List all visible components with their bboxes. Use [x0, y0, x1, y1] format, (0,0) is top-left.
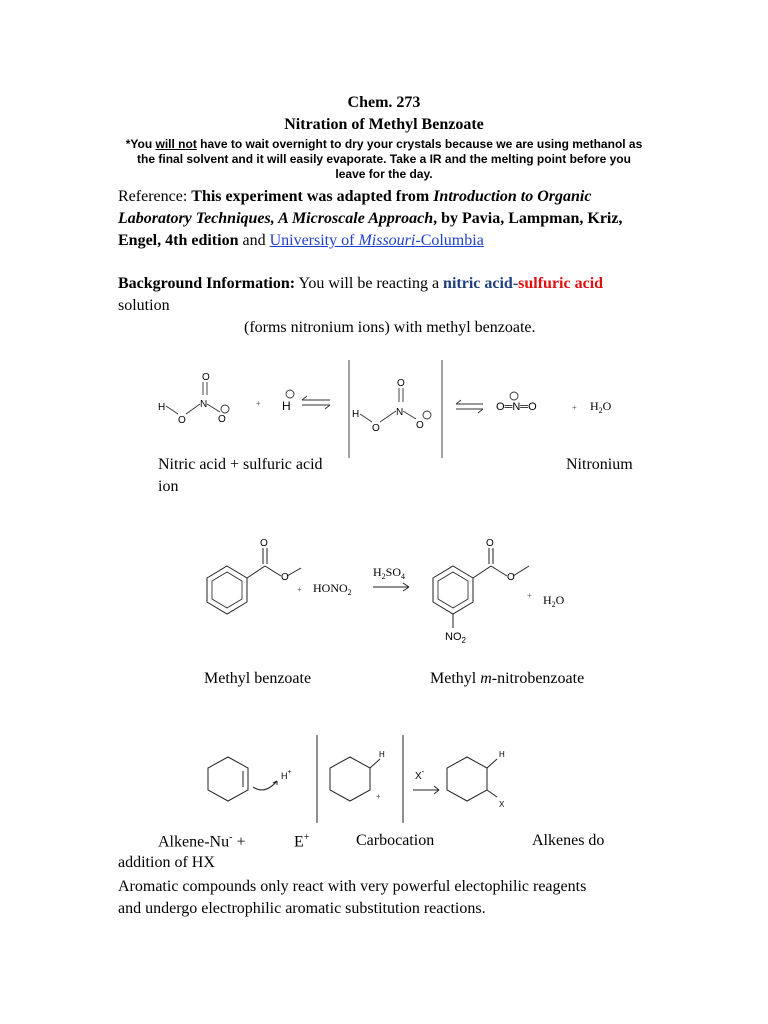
link-text-post: -Columbia: [415, 232, 484, 249]
caption-alkene-nu: Alkene-Nu- +: [158, 832, 246, 851]
nitric-acid-scheme: [140, 360, 630, 460]
reagent-hono2: $HONO_2$: [313, 581, 352, 597]
caption-electrophile: E+: [294, 832, 310, 851]
sulfuric-acid-label: sulfuric acid: [518, 275, 604, 292]
caption-nitronium: Nitronium: [566, 456, 633, 473]
university-link[interactable]: [270, 232, 484, 249]
page-title: Nitration of Methyl Benzoate: [284, 116, 484, 133]
carbonyl-oxygen-2: O: [486, 538, 494, 549]
reference-paragraph: [118, 186, 638, 252]
background-line-1: [118, 273, 678, 295]
caption-alkenes-do: Alkenes do: [532, 832, 605, 849]
aromatic-line-1: Aromatic compounds only react with very powerful electophilic reagents: [118, 878, 587, 895]
product-x: X: [499, 800, 505, 809]
link-text-italic: Missouri: [358, 232, 416, 249]
note-line-1: [80, 137, 688, 152]
caption-methyl-benzoate: Methyl benzoate: [204, 670, 312, 687]
nitric-acid-label: nitric acid: [443, 275, 513, 292]
header-note: [80, 137, 688, 182]
plus-sign-3: +: [297, 585, 302, 594]
atom-n-1: N: [200, 399, 208, 410]
atom-h-1: H: [158, 402, 166, 413]
atom-o-4: O: [372, 423, 380, 434]
proton: H: [282, 399, 291, 413]
caption-addition-hx: addition of HX: [118, 854, 215, 871]
acid-dash: -: [512, 275, 519, 292]
note-line-2: the final solvent and it will easily evaporate. Take a IR and the melting point before you: [137, 152, 631, 166]
caption-carbocation: Carbocation: [356, 832, 435, 849]
water-product-2: $H_2O$: [543, 593, 565, 609]
reference-label: Reference:: [118, 188, 192, 205]
reference-and: and: [238, 232, 270, 249]
ester-oxygen-2: O: [507, 572, 515, 583]
atom-o-1: O: [178, 415, 186, 426]
x-minus-reagent: X-: [415, 767, 425, 782]
ester-oxygen-1: O: [281, 572, 289, 583]
background-text: You will be reacting a: [295, 275, 444, 292]
plus-sign-4: +: [527, 591, 532, 600]
link-text-pre: University of: [269, 232, 359, 249]
atom-o-5: O: [397, 378, 405, 389]
atom-o-6: O: [416, 420, 424, 431]
caption-ion: ion: [158, 478, 179, 495]
catalyst-h2so4: $H_2SO_4$: [373, 565, 406, 581]
nitration-scheme: [195, 536, 595, 648]
product-h: H: [499, 750, 505, 759]
atom-o-2: O: [202, 372, 210, 383]
carbocation-charge: +: [376, 792, 381, 801]
reference-authors: , by Pavia, Lampman, Kriz, Engel, 4th edition: [118, 210, 623, 249]
plus-sign-1: +: [256, 399, 261, 408]
nitronium-structure: O═N═O: [496, 401, 537, 413]
background-label: Background Information:: [118, 275, 296, 292]
atom-o-3: O: [218, 414, 226, 425]
background-line-2: solution: [118, 297, 170, 314]
caption-methyl-nitrobenzoate: Methyl m-nitrobenzoate: [430, 670, 585, 687]
plus-sign-2: +: [572, 403, 577, 412]
carbonyl-oxygen-1: O: [260, 538, 268, 549]
aromatic-line-2: and undergo electrophilic aromatic substitution reactions.: [118, 900, 486, 917]
h-plus-reagent: H+: [281, 769, 292, 781]
aromatic-paragraph: [118, 876, 586, 920]
atom-h-2: H: [352, 409, 360, 420]
note-pre: *You: [125, 137, 156, 151]
reference-intro: This experiment was adapted from: [191, 188, 434, 205]
water-product: $H_2O$: [590, 399, 612, 415]
carbocation-h: H: [379, 750, 385, 759]
background-line-3: (forms nitronium ions) with methyl benzoate.: [244, 319, 536, 336]
alkene-addition-scheme: [195, 735, 535, 825]
nitro-group: $NO_2$: [445, 631, 466, 645]
note-rest: have to wait overnight to dry your crystals because we are using methanol as: [196, 137, 643, 151]
reference-book-title: Introduction to Organic Laboratory Techniques, A Microscale Approach: [118, 188, 592, 227]
course-number: Chem. 273: [347, 94, 421, 111]
caption-nitric-sulfuric: Nitric acid + sulfuric acid: [158, 456, 323, 473]
note-emphasis: will not: [155, 137, 197, 151]
note-line-3: leave for the day.: [335, 167, 433, 181]
atom-n-2: N: [396, 407, 404, 418]
background-paragraph: [118, 273, 678, 339]
